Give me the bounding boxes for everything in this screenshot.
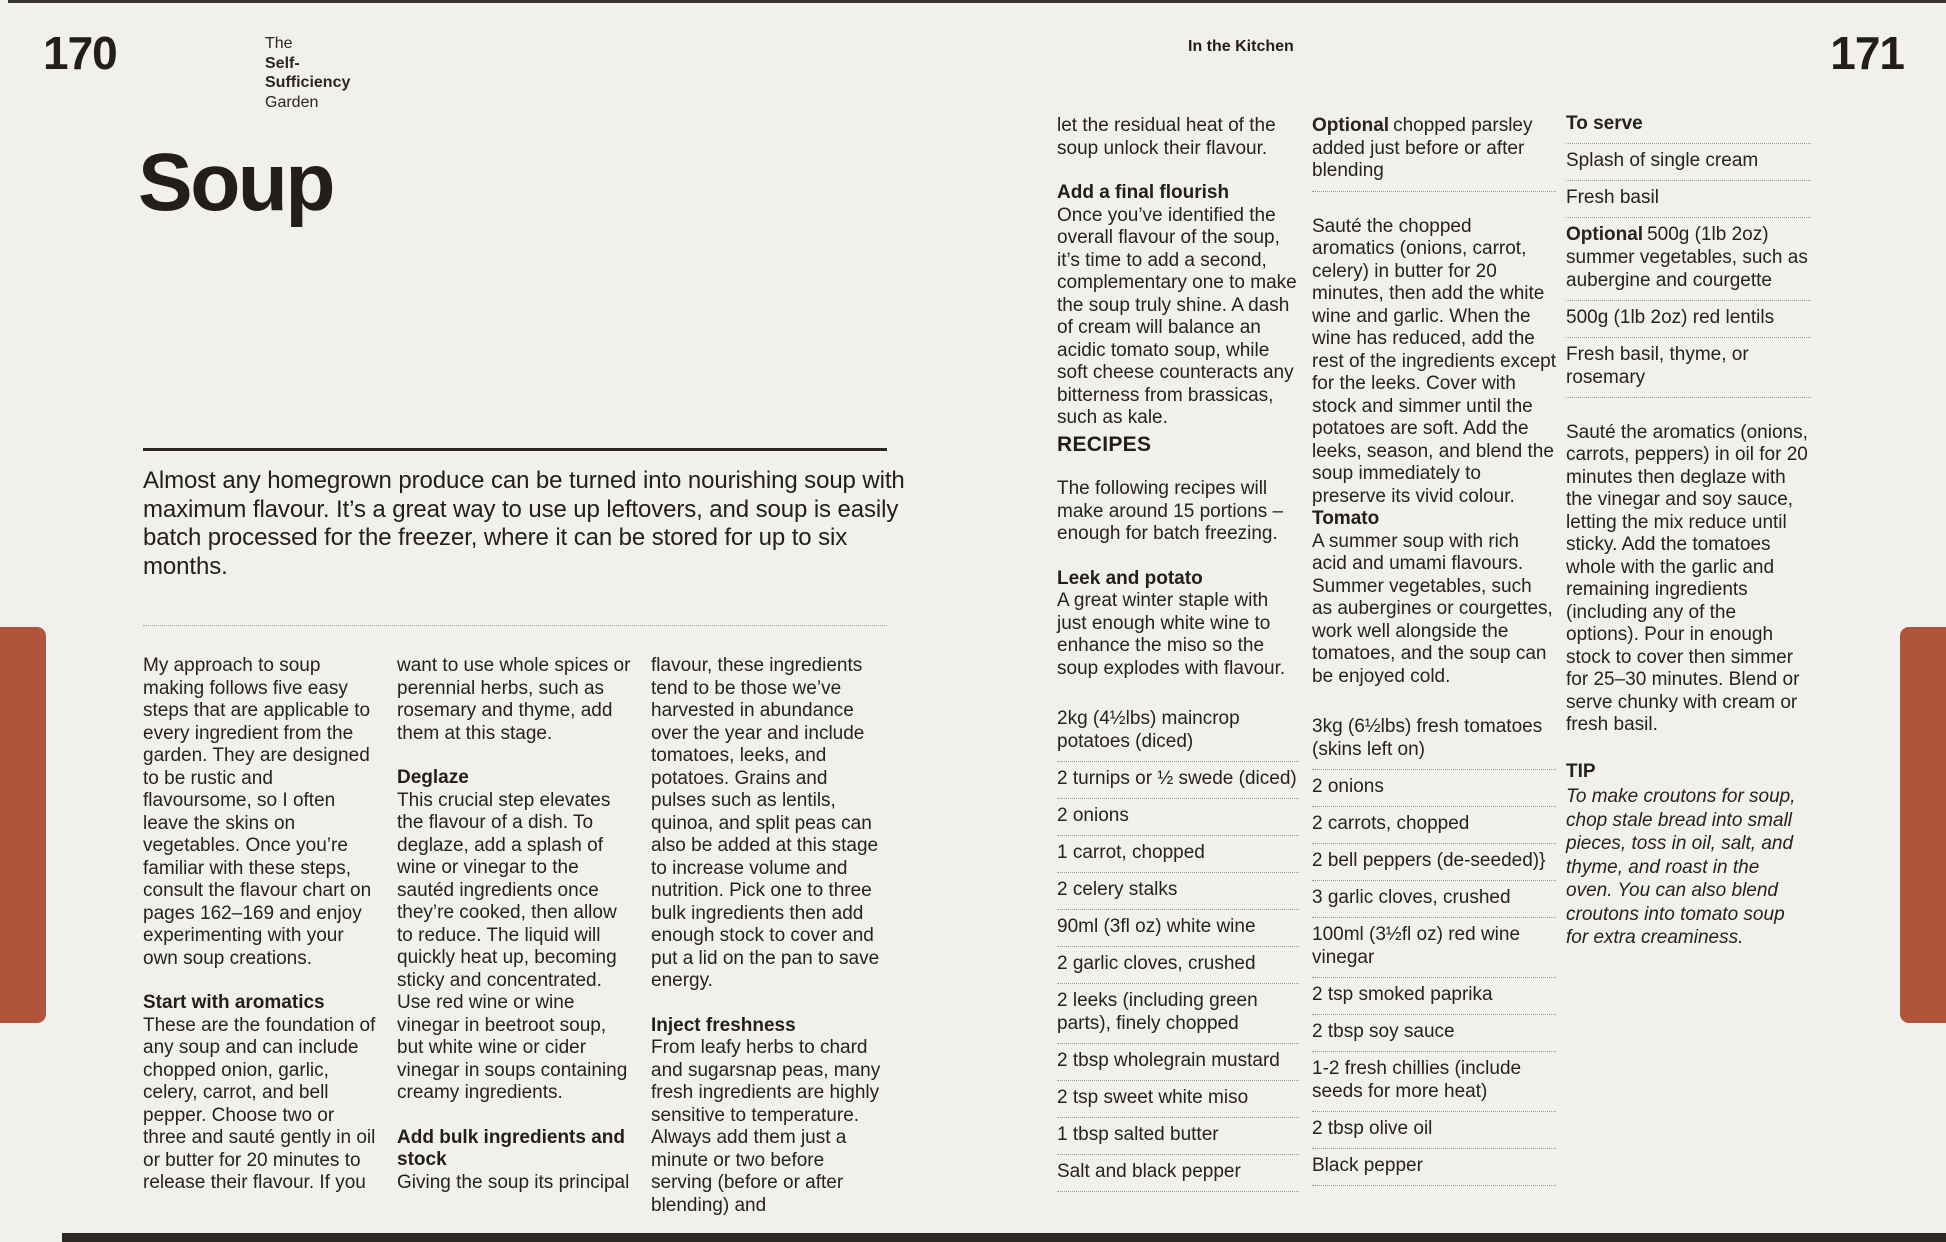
body-column-1	[143, 655, 377, 1195]
paragraph-block	[651, 1015, 887, 1218]
ingredient-item	[1312, 844, 1556, 881]
ingredient-text: 2 tsp smoked paprika	[1312, 984, 1493, 1005]
page-number-left: 170	[43, 27, 117, 79]
serve-item	[1566, 301, 1811, 338]
book-title-line-3: Sufficiency	[265, 74, 351, 91]
paragraph-text: This crucial step elevates the flavour of a dish. To deglaze, add a splash of wine or vinegar to the sautéd ingredients once they’re cooked, then allow to reduce. The liquid will quickly heat up, becoming sticky and concentrated. Use red wine or wine vinegar in beetroot soup, but white wine or cider vinegar in soups containing creamy ingredients.	[397, 789, 628, 1103]
book-title-line-2: Self-	[265, 54, 300, 72]
to-serve-list	[1566, 144, 1811, 398]
serve-item	[1566, 338, 1811, 398]
column-blocks	[651, 655, 887, 1217]
ingredient-text: 2 tbsp olive oil	[1312, 1118, 1433, 1139]
ingredient-item	[1057, 984, 1299, 1044]
book-edge-top	[8, 0, 1946, 3]
paragraph-text: flavour, these ingredients tend to be those we’ve harvested in abundance over the year and include tomatoes, leeks, and potatoes. Grains and pulses such as lentils, quinoa, and split peas can also be added at this stage to increase volume and nutrition. Pick one to three bulk ingredients then add enough stock to cover and put a lid on the pan to save energy.	[651, 655, 880, 991]
running-header: In the Kitchen	[1188, 38, 1294, 55]
ingredient-item	[1057, 836, 1299, 873]
paragraph-block	[1057, 182, 1299, 430]
paragraph-text: My approach to soup making follows five easy steps that are applicable to every ingredient from the garden. They are designed to be rustic and flavoursome, so I often leave the skins on vegetables. Once you’re familiar with these steps, consult the flavour chart on pages 162–169 and enjoy experimenting with your own soup creations.	[143, 655, 372, 969]
ingredient-item	[1057, 799, 1299, 836]
column-blocks	[1057, 115, 1299, 430]
ingredient-text: 2 leeks (including green parts), finely chopped	[1057, 990, 1258, 1034]
ingredient-text: 2 turnips or ½ swede (diced)	[1057, 768, 1297, 789]
ingredient-item	[1057, 1081, 1299, 1118]
ingredient-item	[1057, 910, 1299, 947]
ingredient-text: 2 tbsp soy sauce	[1312, 1021, 1455, 1042]
paragraph-text: Giving the soup its principal	[397, 1171, 630, 1193]
recipe-heading-leek-potato: Leek and potato	[1057, 567, 1203, 589]
ingredient-text: 90ml (3fl oz) white wine	[1057, 916, 1256, 937]
ingredient-item	[1312, 978, 1556, 1015]
serve-item-text: Splash of single cream	[1566, 149, 1759, 171]
serve-item	[1566, 218, 1811, 301]
section-heading: Deglaze	[397, 767, 469, 788]
ingredient-item	[1057, 1118, 1299, 1155]
serve-item-text: Fresh basil	[1566, 186, 1659, 208]
section-heading: Start with aromatics	[143, 992, 325, 1013]
section-heading: Add a final flourish	[1057, 182, 1230, 203]
ingredient-item	[1057, 947, 1299, 984]
ingredient-text: 2 onions	[1057, 805, 1129, 826]
ingredient-item	[1312, 1149, 1556, 1186]
body-column-2	[397, 655, 633, 1194]
intro-rule	[143, 448, 887, 451]
ingredient-item	[1057, 702, 1299, 762]
chapter-tab-left	[0, 627, 46, 1023]
ingredient-item	[1312, 770, 1556, 807]
recipe-desc-leek-potato: A great winter staple with just enough white wine to enhance the miso so the soup explodes with flavour.	[1057, 590, 1286, 679]
ingredient-text: 1 tbsp salted butter	[1057, 1124, 1219, 1145]
ingredient-item	[1312, 1112, 1556, 1149]
book-title	[265, 34, 350, 112]
tip-heading: TIP	[1566, 760, 1596, 782]
ingredient-item	[1312, 807, 1556, 844]
ingredient-item	[1057, 1044, 1299, 1081]
recipes-heading: RECIPES	[1057, 432, 1152, 456]
recipe-heading-tomato: Tomato	[1312, 508, 1380, 529]
ingredient-item	[1312, 1015, 1556, 1052]
optional-note	[1312, 115, 1556, 192]
column-blocks	[397, 655, 633, 1194]
ingredient-list-tomato	[1312, 710, 1556, 1186]
paragraph-block	[397, 1127, 633, 1195]
page-number-right: 171	[1830, 27, 1904, 79]
book-title-line-1: The	[265, 35, 293, 52]
serve-item-text: 500g (1lb 2oz) red lentils	[1566, 306, 1775, 328]
ingredient-item	[1312, 710, 1556, 770]
ingredient-item	[1312, 881, 1556, 918]
paragraph-block	[1057, 115, 1299, 160]
ingredient-text: 2kg (4½lbs) maincrop potatoes (diced)	[1057, 708, 1240, 752]
ingredient-text: 2 tbsp wholegrain mustard	[1057, 1050, 1280, 1071]
book-edge-bottom	[62, 1233, 1946, 1242]
ingredient-text: 3 garlic cloves, crushed	[1312, 887, 1511, 908]
recipe-column-2	[1312, 115, 1556, 1186]
ingredient-list-leek-potato	[1057, 702, 1299, 1192]
column-blocks	[143, 655, 377, 1195]
paragraph-text: From leafy herbs to chard and sugarsnap peas, many fresh ingredients are highly sensitive to temperature. Always add them just a minute or two before serving (before or after blending) and	[651, 1037, 881, 1216]
chapter-tab-right	[1900, 627, 1946, 1023]
ingredient-text: 2 bell peppers (de-seeded)}	[1312, 850, 1546, 871]
ingredient-text: 1-2 fresh chillies (include seeds for more heat)	[1312, 1058, 1522, 1102]
to-serve-heading: To serve	[1566, 113, 1811, 144]
paragraph-text: want to use whole spices or perennial herbs, such as rosemary and thyme, add them at this stage.	[397, 655, 631, 744]
ingredient-item	[1057, 762, 1299, 799]
recipe-column-1	[1057, 115, 1299, 1192]
section-heading: Add bulk ingredients and stock	[397, 1126, 626, 1170]
optional-label: Optional	[1312, 115, 1390, 136]
method-tomato: Sauté the aromatics (onions, carrots, peppers) in oil for 20 minutes then deglaze with the vinegar and soy sauce, letting the mix reduce until sticky. Add the tomatoes whole with the garlic and remaining ingredients (including any of the options). Pour in enough stock to cover then simmer for 25–30 minutes. Blend or serve chunky with cream or fresh basil.	[1566, 421, 1808, 735]
serve-item-text: Fresh basil, thyme, or rosemary	[1566, 343, 1749, 388]
paragraph-text: These are the foundation of any soup and can include chopped onion, garlic, celery, carrot, and bell pepper. Choose two or three and sauté gently in oil or butter for 20 minutes to release their flavour. If you	[143, 1014, 376, 1193]
intro-divider	[143, 625, 887, 626]
section-heading: Inject freshness	[651, 1014, 796, 1036]
paragraph-block	[397, 767, 633, 1105]
ingredient-text: 100ml (3½fl oz) red wine vinegar	[1312, 924, 1521, 968]
ingredient-text: Black pepper	[1312, 1155, 1423, 1176]
paragraph-block	[651, 655, 887, 993]
ingredient-text: 2 onions	[1312, 776, 1384, 797]
method-leek-potato: Sauté the chopped aromatics (onions, carrot, celery) in butter for 20 minutes, then add the white wine and garlic. When the wine has reduced, add the rest of the ingredients except for the leeks. Cover with stock and simmer until the potatoes are soft. Add the leeks, season, and blend the soup immediately to preserve its vivid colour.	[1312, 215, 1556, 507]
body-column-3	[651, 655, 887, 1217]
ingredient-text: 1 carrot, chopped	[1057, 842, 1205, 863]
paragraph-block	[143, 655, 377, 970]
ingredient-item	[1312, 918, 1556, 978]
ingredient-text: 2 garlic cloves, crushed	[1057, 953, 1256, 974]
paragraph-text: Once you’ve identified the overall flavour of the soup, it’s time to add a second, complementary one to make the soup truly shine. A dash of cream will balance an acidic tomato soup, while soft cheese counteracts any bitterness from brassicas, such as kale.	[1057, 204, 1297, 428]
serve-optional-label: Optional	[1566, 223, 1644, 245]
recipe-column-3	[1566, 113, 1811, 950]
paragraph-block	[143, 992, 377, 1195]
ingredient-text: 3kg (6½lbs) fresh tomatoes (skins left on)	[1312, 716, 1543, 760]
ingredient-text: 2 tsp sweet white miso	[1057, 1087, 1249, 1108]
chapter-title: Soup	[138, 137, 333, 228]
ingredient-text: 2 celery stalks	[1057, 879, 1178, 900]
serve-item-text: 500g (1lb 2oz) summer vegetables, such as aubergine and courgette	[1566, 223, 1808, 291]
book-title-line-4: Garden	[265, 93, 319, 111]
tip-text: To make croutons for soup, chop stale bread into small pieces, toss in oil, salt, and thyme, and roast in the oven. You can also blend croutons into tomato soup for extra creaminess.	[1566, 786, 1796, 948]
serve-item	[1566, 144, 1811, 181]
ingredient-item	[1057, 1155, 1299, 1192]
paragraph-text: let the residual heat of the soup unlock their flavour.	[1057, 115, 1276, 159]
paragraph-block	[397, 655, 633, 745]
ingredient-text: Salt and black pepper	[1057, 1161, 1241, 1182]
chapter-intro: Almost any homegrown produce can be turned into nourishing soup with maximum flavour. It’s a great way to use up leftovers, and soup is easily batch processed for the freezer, where it can be stored for up to six months.	[143, 467, 905, 580]
recipes-intro: The following recipes will make around 15 portions – enough for batch freezing.	[1057, 478, 1284, 544]
recipe-desc-tomato: A summer soup with rich acid and umami flavours. Summer vegetables, such as aubergines or courgettes, work well alongside the tomatoes, and the soup can be enjoyed cold.	[1312, 530, 1553, 687]
serve-item	[1566, 181, 1811, 218]
ingredient-text: 2 carrots, chopped	[1312, 813, 1470, 834]
ingredient-item	[1312, 1052, 1556, 1112]
ingredient-item	[1057, 873, 1299, 910]
optional-text: chopped parsley added just before or after blending	[1312, 115, 1533, 181]
